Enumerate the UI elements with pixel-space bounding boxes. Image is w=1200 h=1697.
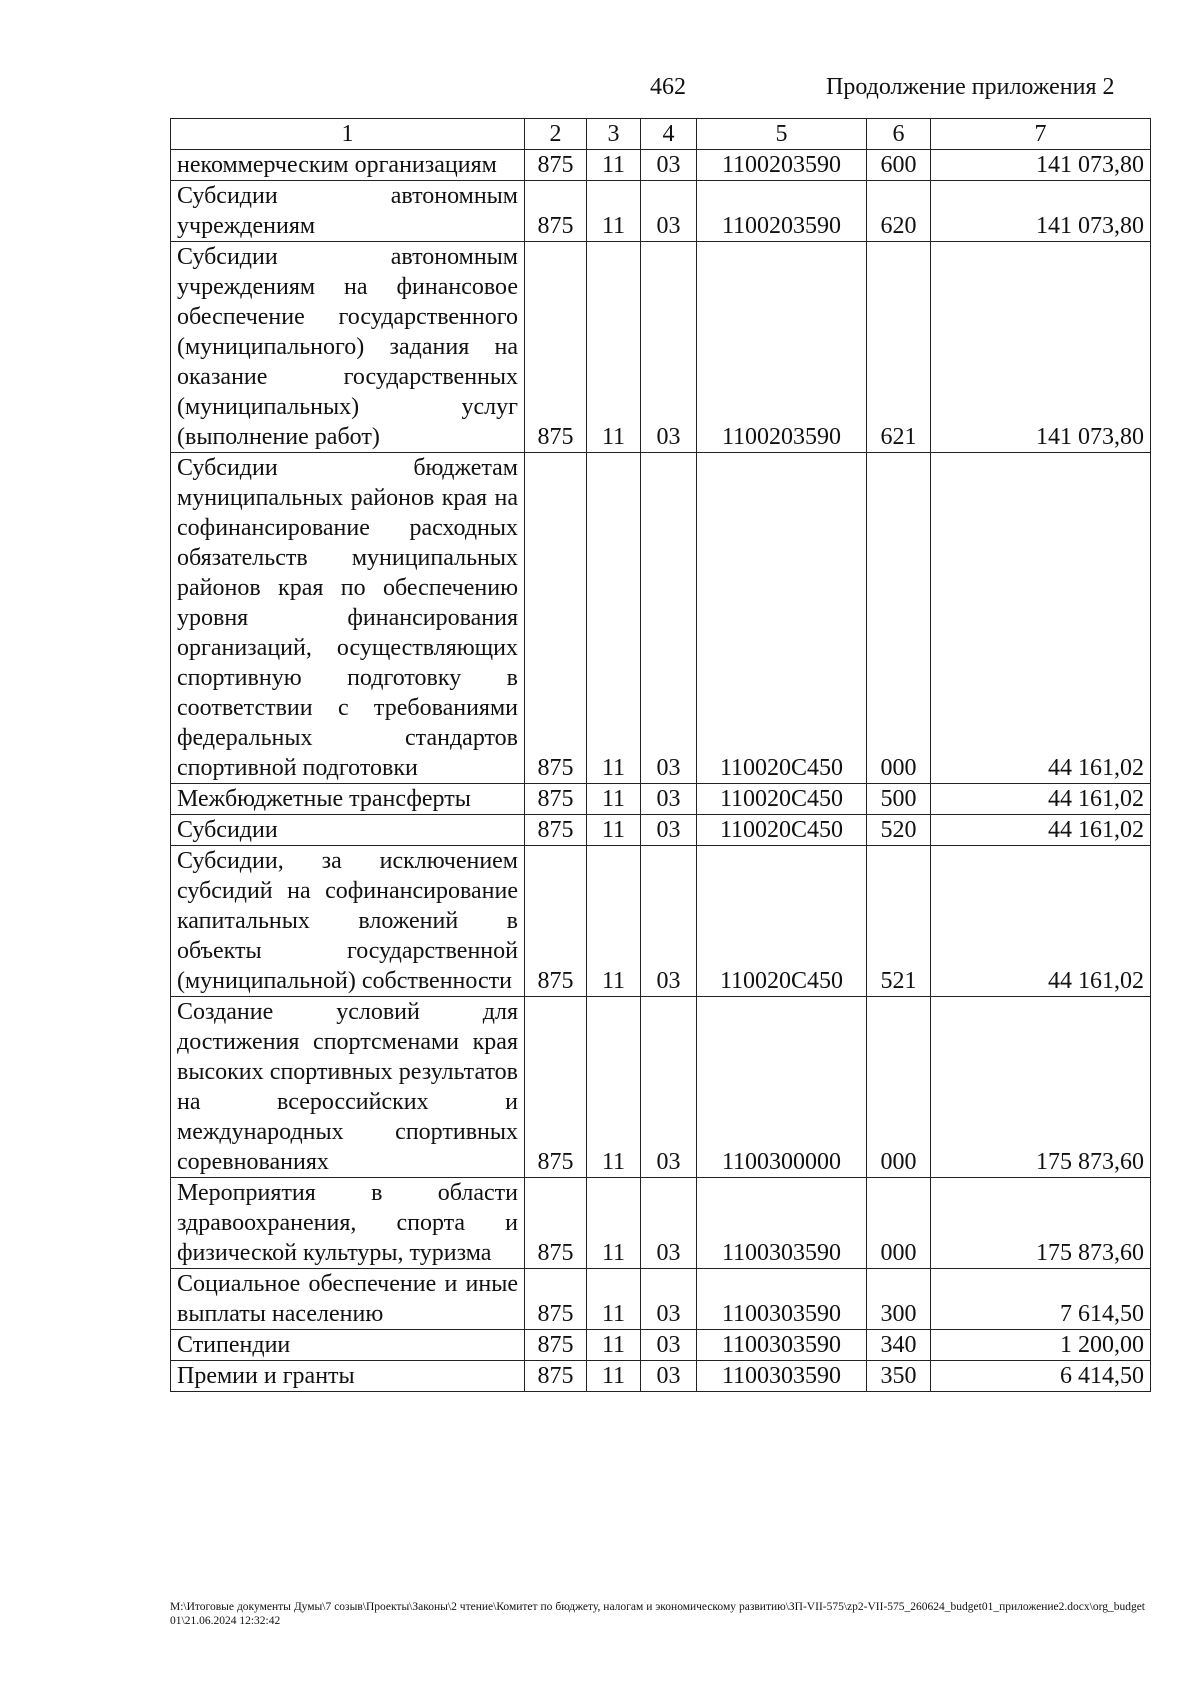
cell-subsection: 03	[641, 815, 697, 846]
cell-item-name: Субсидии бюджетам муниципальных районов края на софинансирование расходных обязательств муниципальных районов края по обеспечению уровня финансирования организаций, осуществляющих спортивную подготовку в соответствии с требованиями федеральных стандартов спортивной подготовки	[171, 453, 525, 784]
cell-target-article: 1100303590	[697, 1361, 867, 1392]
cell-item-name: Мероприятия в области здравоохранения, спорта и физической культуры, туризма	[171, 1178, 525, 1269]
cell-chapter: 875	[525, 1269, 587, 1330]
cell-item-name: Межбюджетные трансферты	[171, 784, 525, 815]
cell-section: 11	[587, 997, 641, 1178]
table-row	[171, 1178, 1151, 1269]
cell-item-name: Создание условий для достижения спортсменами края высоких спортивных результатов на всероссийских и международных спортивных соревнованиях	[171, 997, 525, 1178]
cell-item-name: Субсидии, за исключением субсидий на софинансирование капитальных вложений в объекты государственной (муниципальной) собственности	[171, 846, 525, 997]
cell-subsection: 03	[641, 453, 697, 784]
table-row	[171, 997, 1151, 1178]
cell-section: 11	[587, 242, 641, 453]
cell-expense-type: 600	[867, 150, 931, 181]
cell-subsection: 03	[641, 1330, 697, 1361]
cell-chapter: 875	[525, 1330, 587, 1361]
cell-section: 11	[587, 150, 641, 181]
cell-amount: 6 414,50	[931, 1361, 1151, 1392]
cell-chapter: 875	[525, 150, 587, 181]
cell-chapter: 875	[525, 181, 587, 242]
cell-section: 11	[587, 1269, 641, 1330]
cell-amount: 141 073,80	[931, 181, 1151, 242]
cell-expense-type: 300	[867, 1269, 931, 1330]
column-header: 2	[525, 119, 587, 150]
cell-amount: 44 161,02	[931, 815, 1151, 846]
cell-expense-type: 621	[867, 242, 931, 453]
table-header-row	[171, 119, 1151, 150]
cell-amount: 1 200,00	[931, 1330, 1151, 1361]
cell-subsection: 03	[641, 150, 697, 181]
cell-item-name: Стипендии	[171, 1330, 525, 1361]
cell-expense-type: 521	[867, 846, 931, 997]
cell-target-article: 1100303590	[697, 1178, 867, 1269]
cell-subsection: 03	[641, 784, 697, 815]
column-header: 5	[697, 119, 867, 150]
cell-expense-type: 000	[867, 1178, 931, 1269]
cell-target-article: 1100303590	[697, 1330, 867, 1361]
cell-item-name: некоммерческим организациям	[171, 150, 525, 181]
cell-section: 11	[587, 784, 641, 815]
document-file-path: M:\Итоговые документы Думы\7 созыв\Проекты\Законы\2 чтение\Комитет по бюджету, налогам и экономическому развитию\ЗП-VII-575\zp2-VII-575_260624_budget01_приложение2.docx\org_budget01\21.06.2024 12:32:42	[170, 1601, 1145, 1627]
cell-item-name: Премии и гранты	[171, 1361, 525, 1392]
cell-chapter: 875	[525, 242, 587, 453]
cell-target-article: 1100300000	[697, 997, 867, 1178]
cell-subsection: 03	[641, 1178, 697, 1269]
cell-section: 11	[587, 453, 641, 784]
cell-section: 11	[587, 815, 641, 846]
cell-chapter: 875	[525, 815, 587, 846]
cell-section: 11	[587, 1361, 641, 1392]
cell-chapter: 875	[525, 997, 587, 1178]
cell-amount: 7 614,50	[931, 1269, 1151, 1330]
budget-table	[170, 118, 1151, 1392]
cell-target-article: 1100203590	[697, 181, 867, 242]
cell-target-article: 1100203590	[697, 242, 867, 453]
continuation-caption: Продолжение приложения 2	[826, 74, 1115, 100]
cell-amount: 175 873,60	[931, 997, 1151, 1178]
cell-expense-type: 620	[867, 181, 931, 242]
cell-target-article: 110020С450	[697, 815, 867, 846]
cell-target-article: 1100203590	[697, 150, 867, 181]
cell-subsection: 03	[641, 181, 697, 242]
cell-section: 11	[587, 1178, 641, 1269]
cell-amount: 44 161,02	[931, 453, 1151, 784]
cell-expense-type: 000	[867, 453, 931, 784]
cell-section: 11	[587, 181, 641, 242]
cell-chapter: 875	[525, 784, 587, 815]
table-row	[171, 1361, 1151, 1392]
table-row	[171, 784, 1151, 815]
cell-section: 11	[587, 1330, 641, 1361]
cell-subsection: 03	[641, 242, 697, 453]
table-row	[171, 150, 1151, 181]
page-number: 462	[650, 74, 686, 100]
cell-expense-type: 520	[867, 815, 931, 846]
table-row	[171, 1269, 1151, 1330]
column-header: 4	[641, 119, 697, 150]
column-header: 3	[587, 119, 641, 150]
cell-item-name: Субсидии автономным учреждениям на финансовое обеспечение государственного (муниципального) задания на оказание государственных (муниципальных) услуг (выполнение работ)	[171, 242, 525, 453]
cell-target-article: 1100303590	[697, 1269, 867, 1330]
cell-item-name: Социальное обеспечение и иные выплаты населению	[171, 1269, 525, 1330]
column-header: 6	[867, 119, 931, 150]
cell-chapter: 875	[525, 1361, 587, 1392]
cell-amount: 141 073,80	[931, 150, 1151, 181]
cell-item-name: Субсидии	[171, 815, 525, 846]
cell-expense-type: 000	[867, 997, 931, 1178]
cell-target-article: 110020С450	[697, 846, 867, 997]
table-row	[171, 242, 1151, 453]
cell-subsection: 03	[641, 1361, 697, 1392]
table-row	[171, 181, 1151, 242]
cell-subsection: 03	[641, 846, 697, 997]
table-body	[171, 150, 1151, 1392]
cell-amount: 141 073,80	[931, 242, 1151, 453]
cell-expense-type: 340	[867, 1330, 931, 1361]
cell-target-article: 110020С450	[697, 453, 867, 784]
cell-subsection: 03	[641, 1269, 697, 1330]
cell-subsection: 03	[641, 997, 697, 1178]
table-row	[171, 846, 1151, 997]
table-row	[171, 453, 1151, 784]
table-row	[171, 1330, 1151, 1361]
column-header: 7	[931, 119, 1151, 150]
cell-expense-type: 350	[867, 1361, 931, 1392]
cell-item-name: Субсидии автономным учреждениям	[171, 181, 525, 242]
table-row	[171, 815, 1151, 846]
column-header: 1	[171, 119, 525, 150]
cell-chapter: 875	[525, 453, 587, 784]
cell-amount: 175 873,60	[931, 1178, 1151, 1269]
cell-chapter: 875	[525, 846, 587, 997]
cell-expense-type: 500	[867, 784, 931, 815]
cell-section: 11	[587, 846, 641, 997]
cell-amount: 44 161,02	[931, 784, 1151, 815]
cell-target-article: 110020С450	[697, 784, 867, 815]
cell-amount: 44 161,02	[931, 846, 1151, 997]
cell-chapter: 875	[525, 1178, 587, 1269]
